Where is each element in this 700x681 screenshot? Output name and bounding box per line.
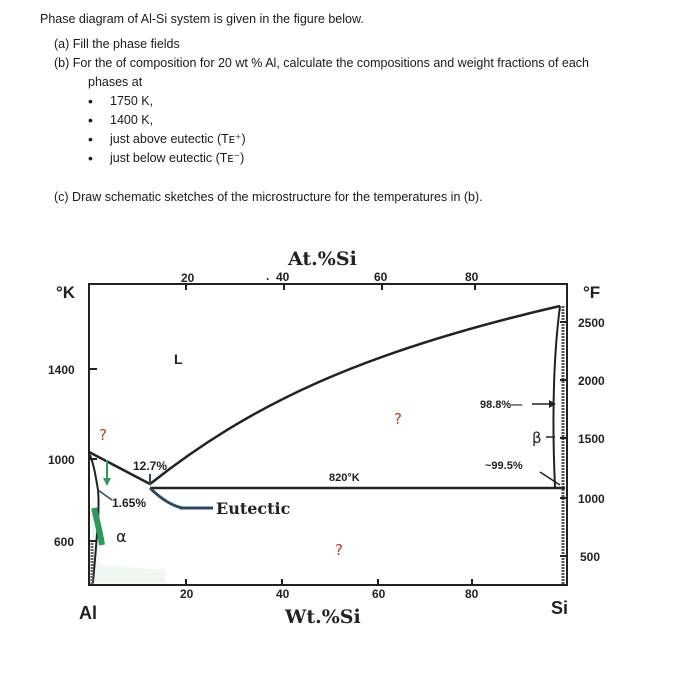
part-b-line1: (b) For the of composition for 20 wt % Al, calculate the compositions and weight fractions of each — [54, 56, 589, 70]
beta-988-label: 98.8%— — [480, 399, 523, 411]
bottom-tick-label-60: 60 — [372, 587, 386, 601]
right-unit-label: °F — [583, 283, 601, 302]
bottom-tick-label-20: 20 — [180, 587, 194, 601]
question-mark-alpha-beta: ? — [335, 541, 343, 559]
eutectic-point-blob — [150, 488, 182, 508]
liquid-phase-label: L — [174, 351, 183, 367]
top-tick-label-20: 20 — [181, 271, 195, 285]
left-tick-label-1400: 1400 — [48, 363, 75, 377]
right-tick-label-500: 500 — [580, 550, 601, 564]
eutectic-label: Eutectic — [216, 499, 291, 518]
left-tick-label-600: 600 — [54, 535, 75, 549]
liquidus-curve — [89, 306, 560, 484]
part-b-line2: phases at — [88, 75, 143, 89]
question-mark-liquid-beta: ? — [394, 410, 402, 428]
bullet-above-eutectic: • just above eutectic (Tᴇ⁺) — [110, 130, 680, 149]
bullet-1750: • 1750 K, — [110, 92, 680, 111]
part-a: (a) Fill the phase fields — [54, 37, 180, 51]
bottom-tick-label-80: 80 — [465, 587, 479, 601]
bullet-1400: • 1400 K, — [110, 111, 680, 130]
element-al-label: Al — [79, 603, 97, 623]
alpha-solubility-arrow — [98, 490, 112, 500]
beta-solidus — [553, 306, 560, 487]
alpha-solubility-label: 1.65% — [112, 496, 147, 510]
question-mark-alpha: ? — [99, 426, 107, 444]
eutectic-comp-label: 12.7% — [133, 459, 168, 473]
right-tick-label-2000: 2000 — [578, 374, 605, 388]
diagram-frame — [89, 284, 567, 585]
question-title: Phase diagram of Al-Si system is given in the figure below. — [40, 12, 364, 26]
top-tick-label-60: 60 — [374, 270, 388, 284]
beta-phase-label: β — [532, 429, 542, 447]
beta-995-arrow — [540, 472, 560, 485]
alpha-arrow-head — [103, 478, 111, 486]
top-tick-label-40: 40 — [276, 270, 290, 284]
left-unit-label: °K — [56, 283, 76, 302]
beta-995-label: ~99.5% — [485, 460, 523, 472]
right-tick-label-1000: 1000 — [578, 492, 605, 506]
right-tick-label-1500: 1500 — [578, 432, 605, 446]
top-tick-dot: . — [266, 269, 270, 283]
element-si-label: Si — [551, 598, 569, 618]
bottom-tick-label-40: 40 — [276, 587, 290, 601]
bottom-axis-title: Wt.%Si — [285, 606, 361, 628]
top-tick-label-80: 80 — [465, 270, 479, 284]
beta-988-arrowhead — [549, 400, 556, 408]
alpha-phase-label: α — [116, 527, 127, 546]
part-c: (c) Draw schematic sketches of the microstructure for the temperatures in (b). — [54, 190, 483, 204]
left-tick-label-1000: 1000 — [48, 453, 75, 467]
top-axis-title: At.%Si — [288, 248, 357, 270]
right-tick-label-2500: 2500 — [578, 316, 605, 330]
bullet-below-eutectic: • just below eutectic (Tᴇ⁻) — [110, 149, 680, 168]
eutectic-temp-label: 820°K — [329, 472, 360, 484]
